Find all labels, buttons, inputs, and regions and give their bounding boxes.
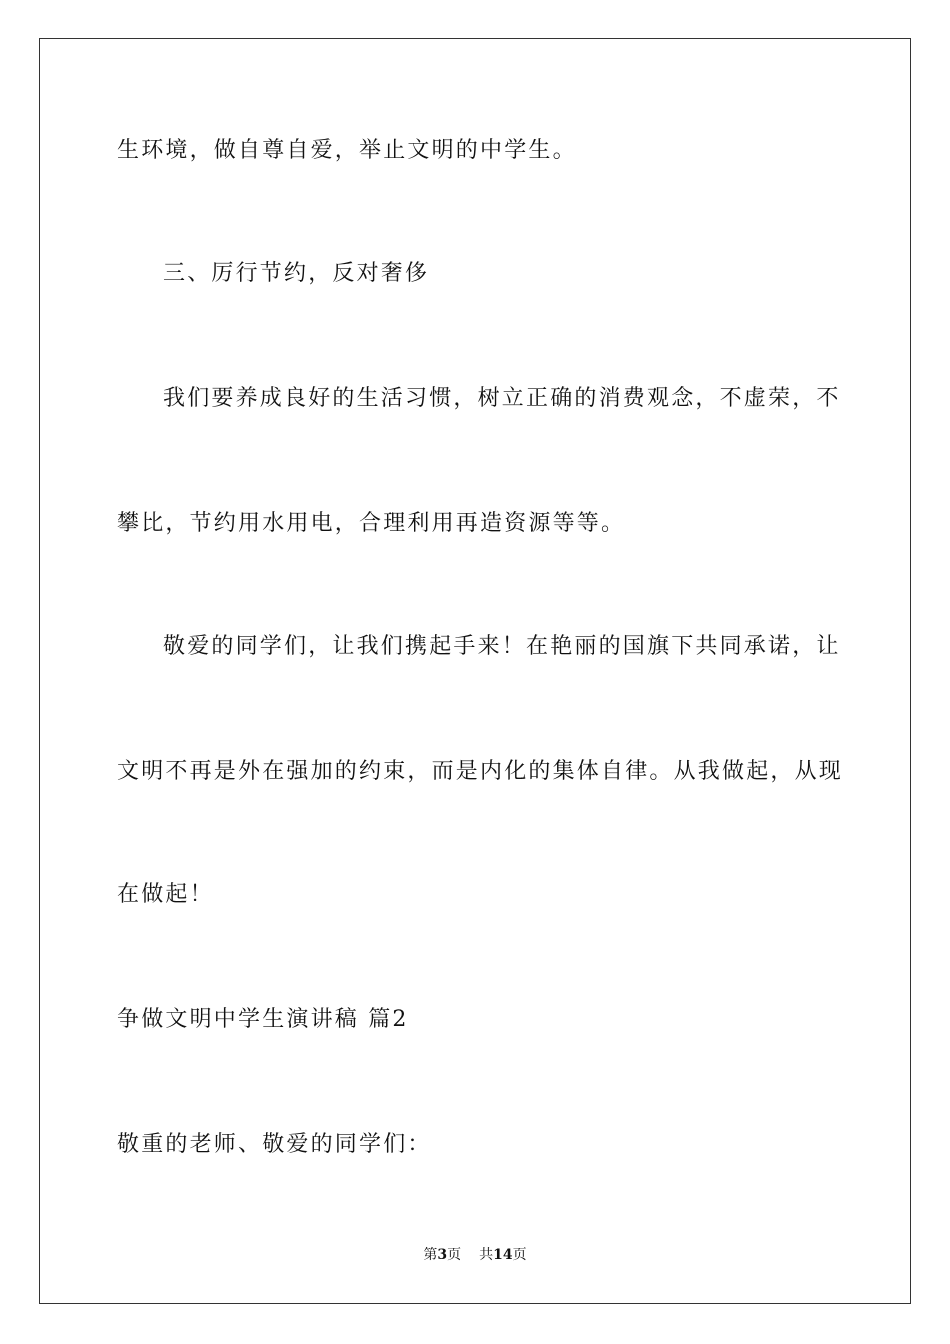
page-suffix: 页 [447, 1247, 462, 1263]
article-title: 争做文明中学生演讲稿 篇2 [117, 1007, 409, 1032]
page-footer [0, 1246, 950, 1264]
section-heading: 三、厉行节约，反对奢侈 [163, 261, 430, 286]
body-text-line: 我们要养成良好的生活习惯，树立正确的消费观念，不虚荣，不 [163, 386, 841, 411]
salutation: 敬重的老师、敬爱的同学们： [117, 1132, 432, 1157]
body-text-line: 生环境，做自尊自爱，举止文明的中学生。 [117, 138, 577, 163]
page-border [39, 38, 911, 1304]
page-number: 3 [437, 1247, 448, 1263]
page-prefix: 第 [423, 1247, 438, 1263]
body-text-line: 文明不再是外在强加的约束，而是内化的集体自律。从我做起，从现 [117, 759, 844, 784]
body-text-line: 攀比，节约用水用电，合理利用再造资源等等。 [117, 511, 626, 536]
body-text-line: 在做起！ [117, 882, 214, 907]
total-prefix: 共 [479, 1247, 494, 1263]
total-pages: 14 [493, 1247, 513, 1263]
total-suffix: 页 [512, 1247, 527, 1263]
body-text-line: 敬爱的同学们，让我们携起手来！在艳丽的国旗下共同承诺，让 [163, 634, 841, 659]
